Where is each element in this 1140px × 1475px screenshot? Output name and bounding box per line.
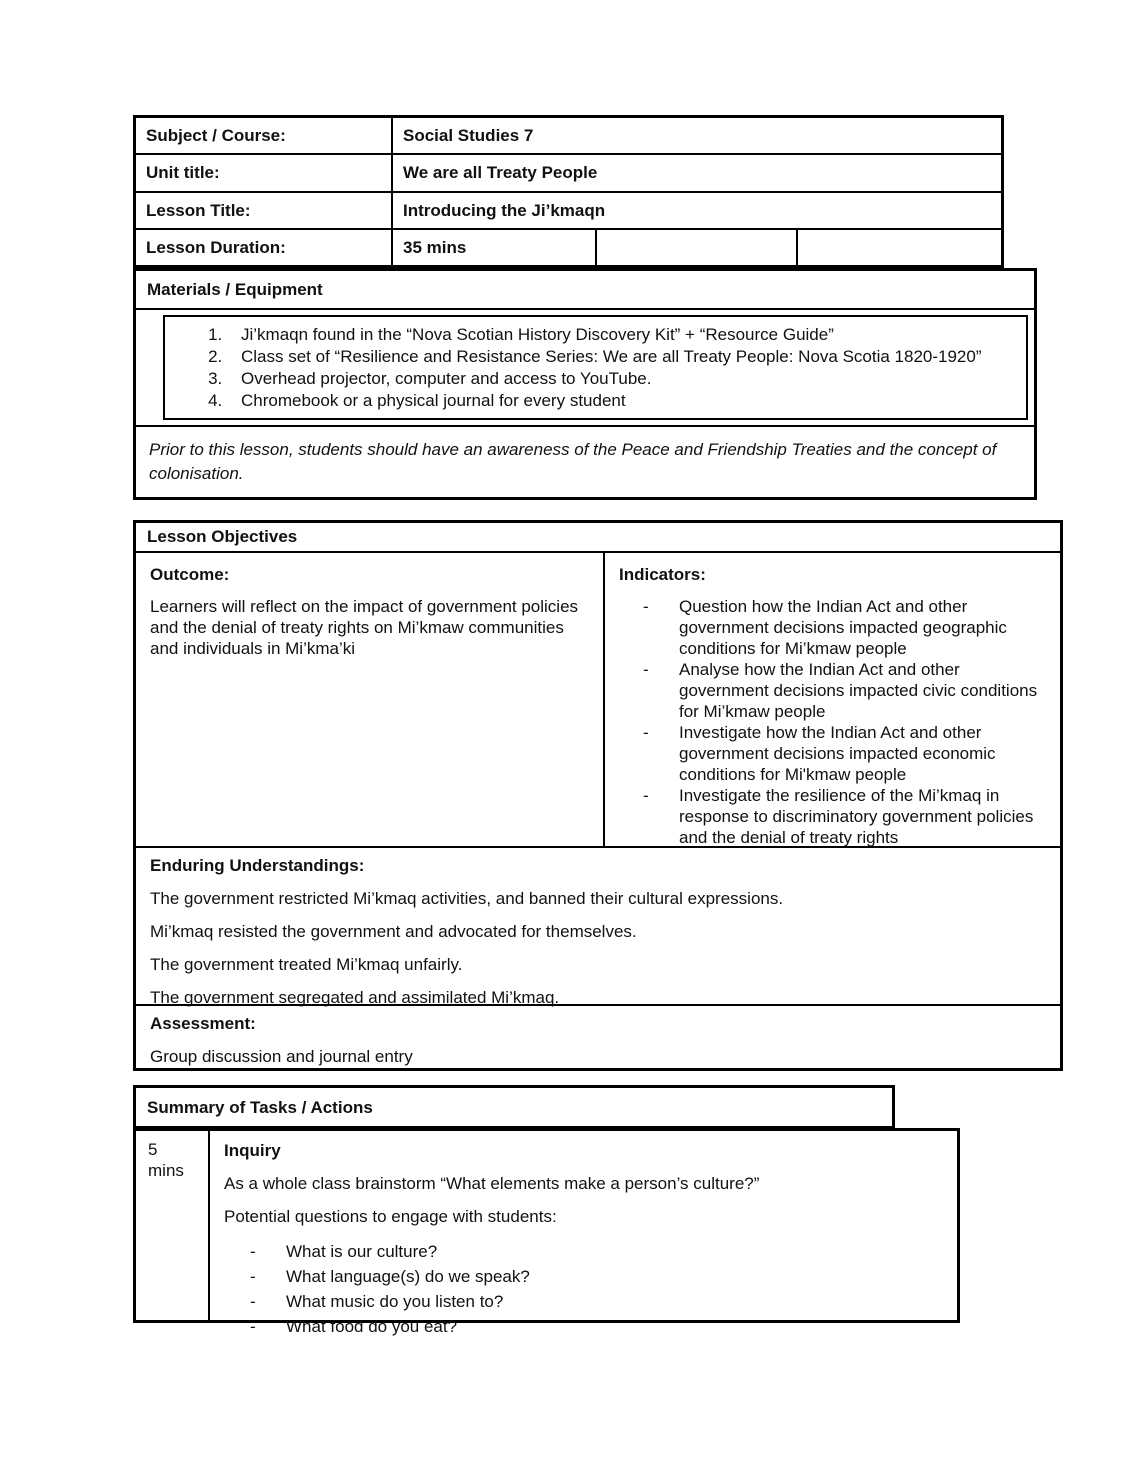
outcome-text: Learners will reflect on the impact of government policies and the denial of treaty rights on Mi’kmaw communities and individuals in Mi’kma’ki [150,597,579,658]
indicators-list [619,596,1046,848]
indicator-item [643,596,1046,659]
subject-course-label: Subject / Course: [146,126,286,146]
task-question-text: What food do you eat? [286,1317,458,1336]
task-question-text: What music do you listen to? [286,1292,504,1311]
task-question-text: What is our culture? [286,1242,438,1261]
lesson-objectives-title: Lesson Objectives [136,523,1060,553]
materials-item: 3. Overhead projector, computer and access to YouTube. [227,368,1018,390]
enduring-understanding: The government restricted Mi’kmaq activities, and banned their cultural expressions. [150,889,784,908]
lesson-duration-value: 35 mins [391,230,595,265]
summary-task-row [133,1128,960,1336]
lesson-objectives-section [133,520,1063,1071]
task-question-list [224,1239,943,1339]
task-paragraph: Potential questions to engage with students: [224,1207,557,1226]
dash-bullet: - [643,660,649,679]
indicator-text: Question how the Indian Act and other government decisions impacted geographic conditions for Mi’kmaw people [679,597,1007,658]
prerequisite-note: Prior to this lesson, students should have an awareness of the Peace and Friendship Treaties and the concept of colonisation. [136,425,1034,497]
indicator-item [643,722,1046,785]
unit-title-value: We are all Treaty People [391,155,1001,190]
task-question [250,1264,943,1289]
subject-course-row [136,118,1001,153]
indicators-label: Indicators: [619,565,706,584]
dash-bullet: - [250,1267,256,1286]
enduring-understandings-label: Enduring Understandings: [150,856,365,875]
indicator-item [643,785,1046,848]
task-heading: Inquiry [224,1141,281,1160]
empty-cell [595,230,796,265]
indicator-text: Investigate the resilience of the Mi’kmaq in response to discriminatory government policies and the denial of treaty rights [679,786,1034,847]
task-question [250,1314,943,1339]
summary-of-tasks-title: Summary of Tasks / Actions [133,1085,895,1129]
assessment-label: Assessment: [150,1014,256,1033]
outcome-cell [136,553,603,846]
materials-list [165,324,1018,412]
assessment-cell [136,1004,1060,1086]
enduring-understanding: The government treated Mi’kmaq unfairly. [150,955,463,974]
lesson-duration-label: Lesson Duration: [146,237,286,257]
lesson-title-label: Lesson Title: [146,200,251,220]
materials-title: Materials / Equipment [136,271,1034,310]
indicators-cell [603,553,1060,846]
enduring-understandings-cell [136,846,1060,1007]
materials-list-area [136,310,1034,425]
materials-item: 2. Class set of “Resilience and Resistance Series: We are all Treaty People: Nova Scotia 1820-1920” [227,346,1018,368]
task-duration-cell: 5 mins [148,1140,184,1180]
dash-bullet: - [250,1292,256,1311]
dash-bullet: - [250,1317,256,1336]
dash-bullet: - [643,597,649,616]
empty-cell [796,230,1001,265]
enduring-understanding: Mi’kmaq resisted the government and advocated for themselves. [150,922,637,941]
assessment-text: Group discussion and journal entry [150,1047,413,1066]
lesson-info-table [133,115,1004,268]
indicator-item [643,659,1046,722]
task-question-text: What language(s) do we speak? [286,1267,530,1286]
lesson-duration-row [136,228,1001,265]
unit-title-row [136,153,1001,190]
dash-bullet: - [643,723,649,742]
lesson-title-row [136,191,1001,228]
unit-title-label: Unit title: [146,163,220,183]
dash-bullet: - [643,786,649,805]
subject-course-value: Social Studies 7 [391,118,1001,153]
dash-bullet: - [250,1242,256,1261]
materials-item: 4. Chromebook or a physical journal for every student [227,390,1018,412]
outcome-label: Outcome: [150,565,230,584]
task-paragraph: As a whole class brainstorm “What elements make a person’s culture?” [224,1174,760,1193]
lesson-title-value: Introducing the Ji’kmaqn [391,193,1001,228]
indicator-text: Analyse how the Indian Act and other government decisions impacted civic conditions for Mi’kmaw people [679,660,1038,721]
task-content-cell [208,1131,957,1336]
task-question [250,1239,943,1264]
indicator-text: Investigate how the Indian Act and other government decisions impacted economic conditions for Mi'kmaw people [679,723,996,784]
materials-list-box [163,315,1028,420]
task-question [250,1289,943,1314]
outcome-indicators-row [136,553,1060,846]
enduring-understanding: The government segregated and assimilated Mi’kmaq. [150,988,560,1007]
materials-item: 1. Ji’kmaqn found in the “Nova Scotian History Discovery Kit” + “Resource Guide” [227,324,1018,346]
materials-section [133,268,1037,500]
